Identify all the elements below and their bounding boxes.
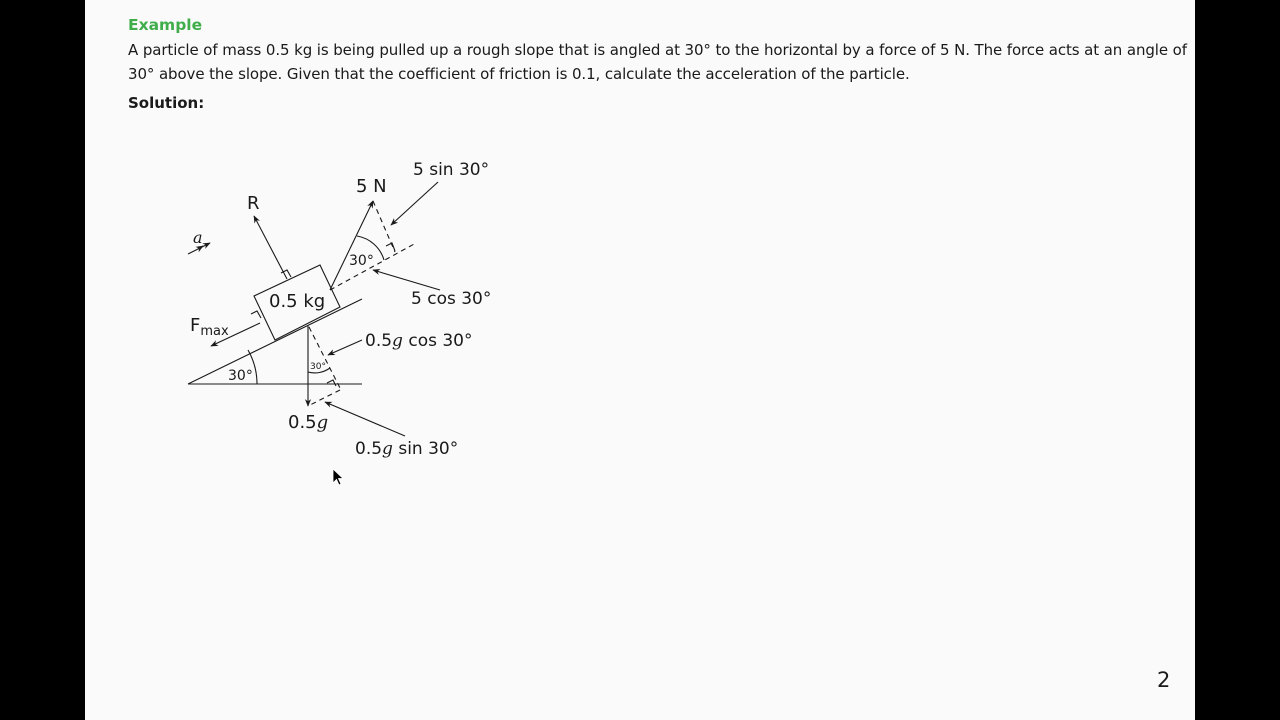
applied-right-angle [386,243,395,251]
slope-angle-label: 30° [228,368,253,384]
cos-component-label: 5 cos 30° [411,289,492,309]
reaction-arrow [254,216,287,279]
applied-angle-label: 30° [349,253,374,269]
weight-sin-pointer [325,402,405,436]
problem-line-1: A particle of mass 0.5 kg is being pulled up a rough slope that is angled at 30° to the horizontal by a force of 5 N. The force acts at an angle of [128,41,1187,59]
friction-label: $F_{max}$ [190,315,229,339]
solution-label: Solution: [128,94,205,112]
weight-sin-dashed [310,390,340,405]
sin-component-label: 5 sin 30° [413,160,490,180]
weight-label: 0.5g [288,412,329,433]
reaction-label: R [247,193,260,214]
acceleration-label: a [193,228,203,247]
cos-pointer-arrow [373,270,440,290]
friction-right-angle [251,311,261,318]
weight-angle-label: 30° [310,362,326,372]
sin-pointer-arrow [391,182,438,225]
weight-right-angle [327,380,336,386]
applied-force-label: 5 N [356,176,387,197]
example-heading: Example [128,16,203,34]
mouse-cursor-icon [332,468,344,486]
mass-label: 0.5 kg [269,291,326,312]
weight-cos-label: 0.5g cos 30° [365,331,473,351]
weight-sin-label: 0.5g sin 30° [355,439,459,459]
weight-cos-pointer [328,340,362,355]
weight-cos-dashed [309,327,340,388]
page-number: 2 [1157,668,1171,692]
problem-line-2: 30° above the slope. Given that the coefficient of friction is 0.1, calculate the acceleration of the particle. [128,64,910,83]
applied-force-arrow [330,201,373,290]
sin-component-dashed [373,201,395,252]
